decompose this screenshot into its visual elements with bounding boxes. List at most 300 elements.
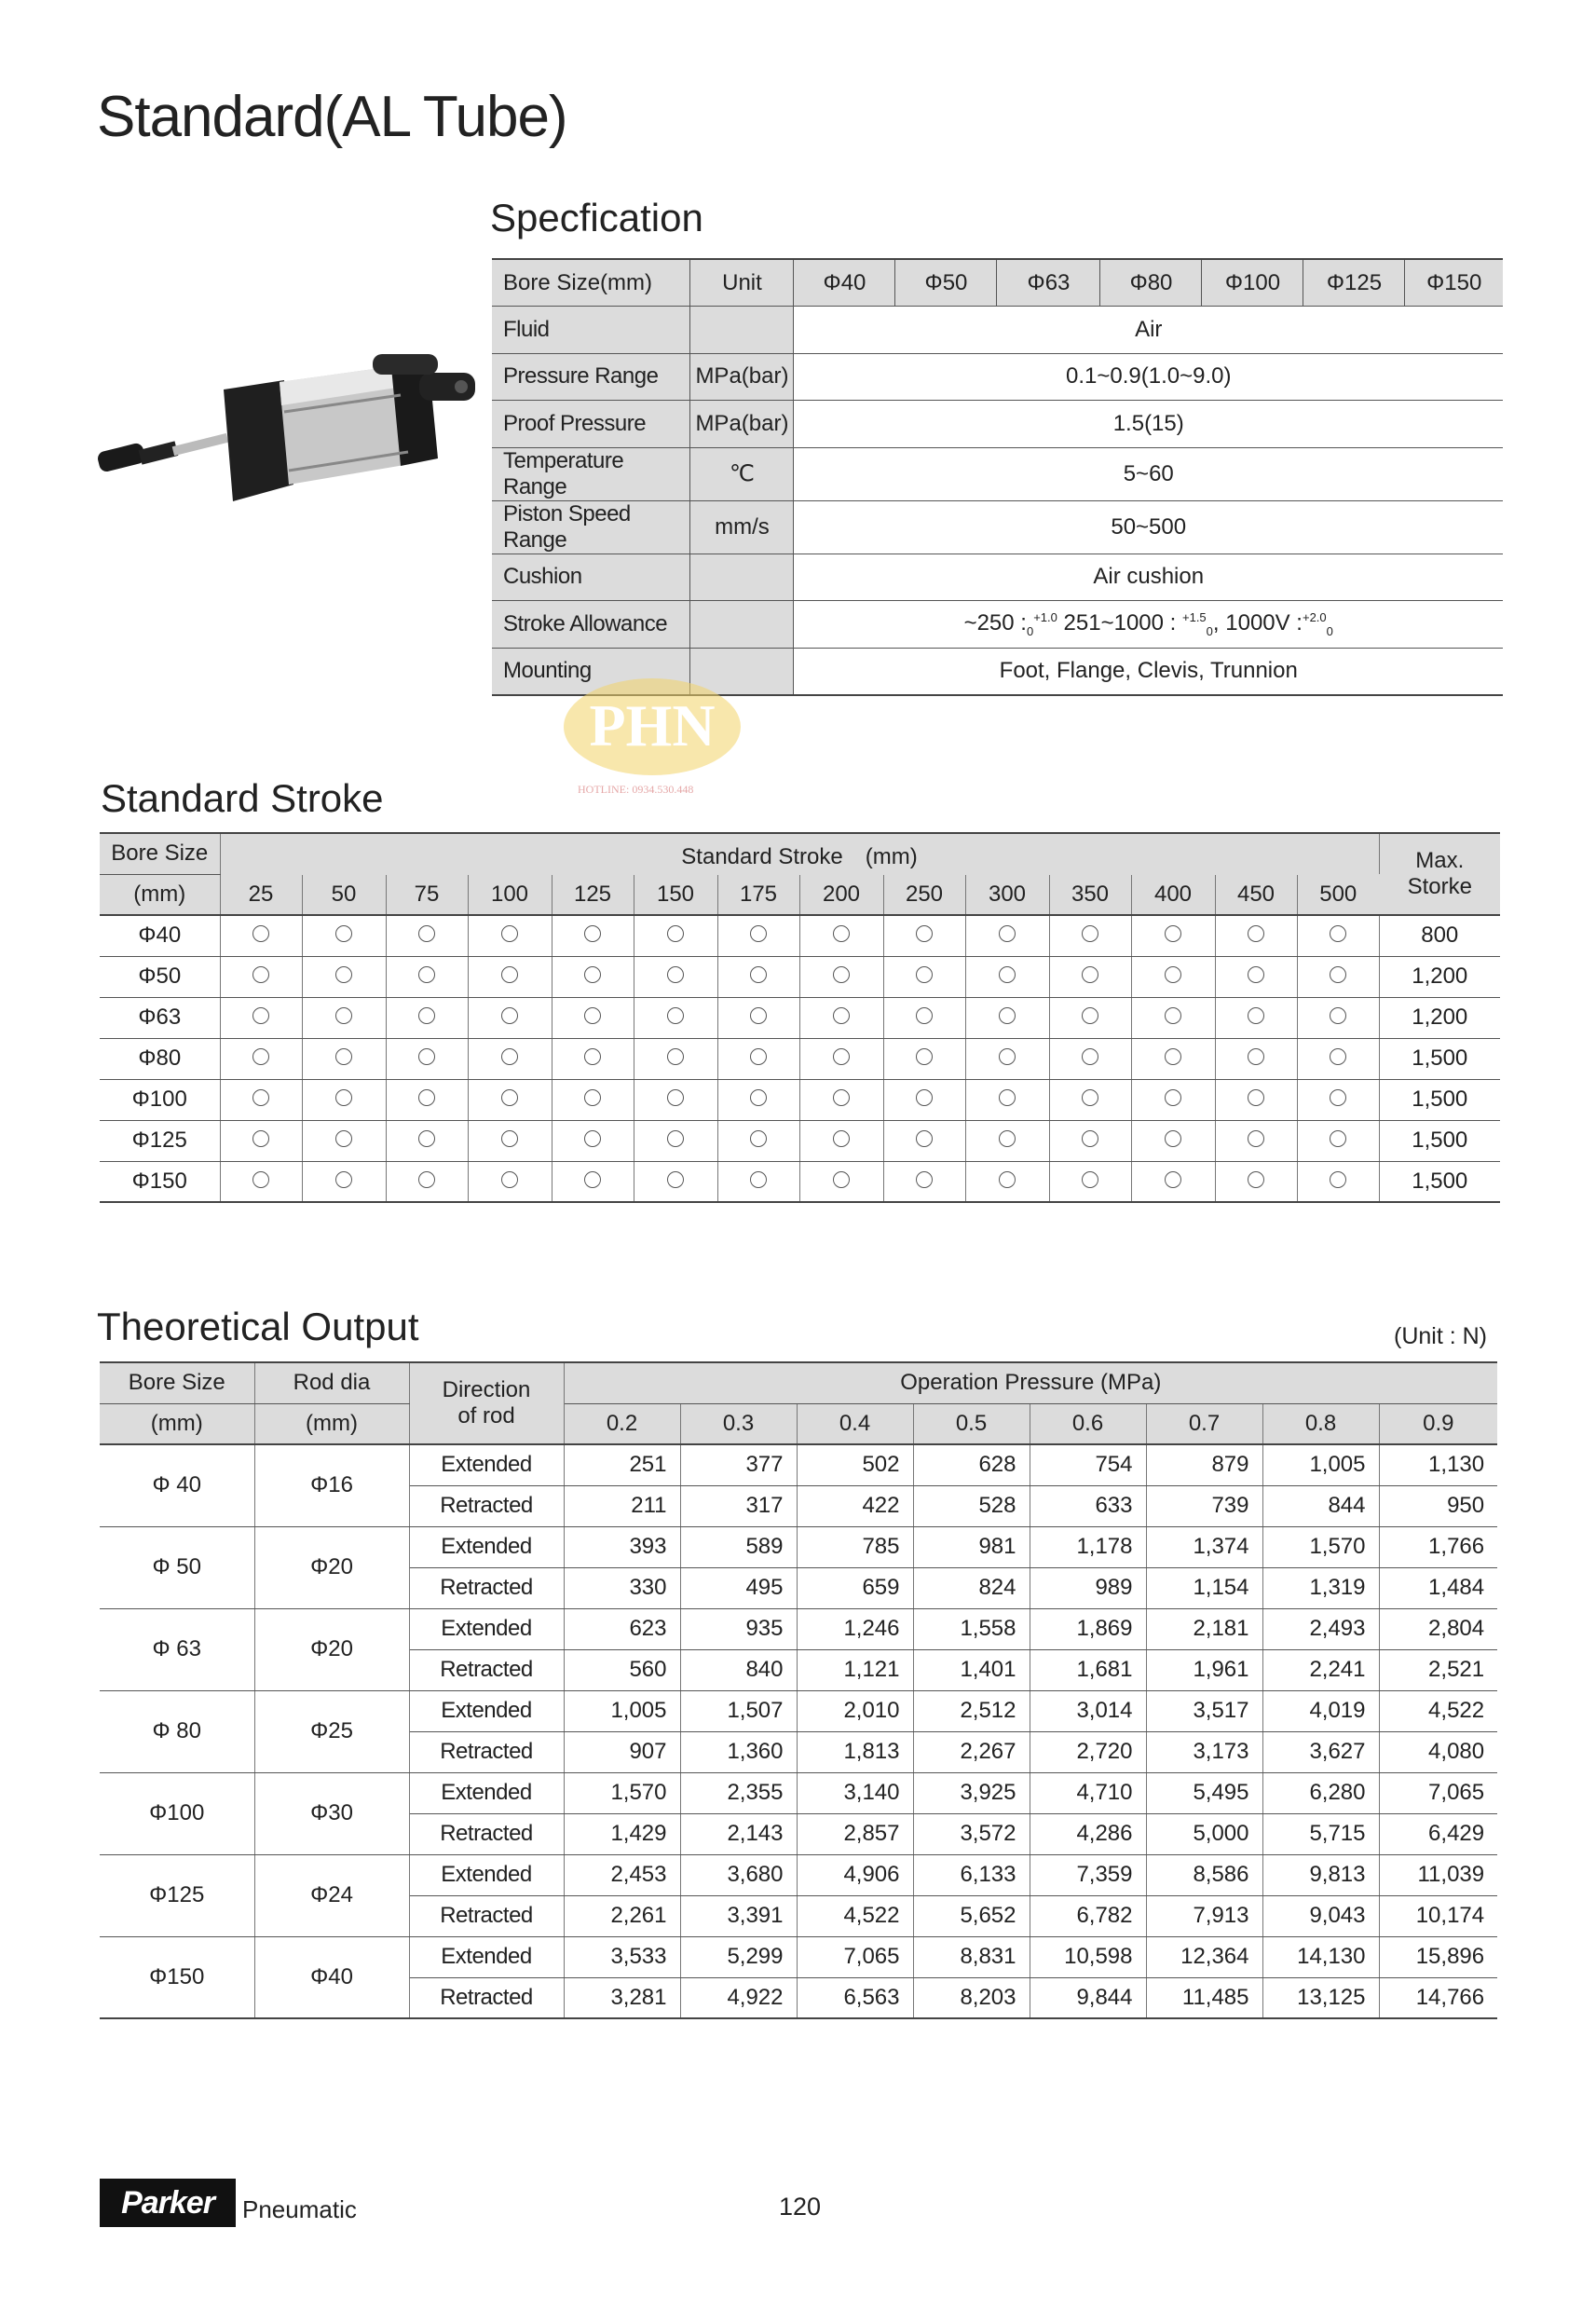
output-row-extended	[100, 1444, 1497, 1485]
pressure-header: 0.5	[913, 1403, 1030, 1444]
spec-value: Air	[794, 307, 1503, 354]
available-circle-icon	[584, 1048, 601, 1065]
stroke-availability-cell	[302, 997, 386, 1038]
force-value-cell: 7,065	[797, 1936, 913, 1977]
stroke-availability-cell	[302, 1079, 386, 1120]
force-value-cell: 1,154	[1146, 1567, 1262, 1608]
stroke-availability-cell	[386, 1079, 468, 1120]
force-value-cell: 6,563	[797, 1977, 913, 2018]
rod-unit-header: (mm)	[254, 1403, 409, 1444]
stroke-length-header: 200	[799, 874, 883, 915]
stroke-availability-cell	[220, 1120, 302, 1161]
stroke-availability-cell	[220, 915, 302, 956]
available-circle-icon	[667, 1089, 684, 1106]
direction-header	[409, 1362, 564, 1444]
available-circle-icon	[252, 1048, 269, 1065]
stroke-availability-cell	[1215, 1038, 1297, 1079]
unit-note: (Unit : N)	[1394, 1323, 1487, 1349]
stroke-availability-cell	[552, 1120, 634, 1161]
stroke-availability-cell	[1131, 1161, 1215, 1202]
stroke-availability-cell	[883, 1079, 965, 1120]
stroke-availability-cell	[717, 1038, 799, 1079]
stroke-length-header: 450	[1215, 874, 1297, 915]
force-value-cell: 1,869	[1030, 1608, 1146, 1649]
spec-value: Air cushion	[794, 554, 1503, 601]
force-value-cell: 4,080	[1379, 1731, 1497, 1772]
output-row-extended	[100, 1936, 1497, 1977]
stroke-availability-cell	[468, 997, 552, 1038]
force-value-cell: 4,522	[1379, 1690, 1497, 1731]
stroke-availability-cell	[883, 1038, 965, 1079]
svg-text:PHN: PHN	[589, 692, 716, 759]
spec-row	[492, 601, 1503, 649]
force-value-cell: 4,019	[1262, 1690, 1379, 1731]
pressure-header: 0.9	[1379, 1403, 1497, 1444]
bore-size-cell: Φ125	[100, 1120, 220, 1161]
allowance-sub: 0	[1326, 623, 1333, 638]
spec-header-cell: Φ100	[1202, 259, 1303, 307]
force-value-cell: 317	[680, 1485, 797, 1526]
spec-row	[492, 353, 1503, 401]
available-circle-icon	[1248, 966, 1264, 983]
max-stroke-cell: 800	[1379, 915, 1500, 956]
stroke-availability-cell	[386, 1038, 468, 1079]
stroke-availability-cell	[717, 915, 799, 956]
available-circle-icon	[750, 1007, 767, 1024]
direction-cell: Retracted	[409, 1813, 564, 1854]
spec-row	[492, 500, 1503, 554]
stroke-availability-cell	[552, 1161, 634, 1202]
stroke-availability-cell	[1215, 1079, 1297, 1120]
force-value-cell: 3,517	[1146, 1690, 1262, 1731]
stroke-availability-cell	[1049, 1120, 1131, 1161]
force-value-cell: 1,429	[564, 1813, 680, 1854]
available-circle-icon	[335, 1089, 352, 1106]
bore-size-header: Bore Size	[100, 833, 220, 874]
force-value-cell: 3,925	[913, 1772, 1030, 1813]
allowance-text: ~250 :	[963, 609, 1027, 636]
force-value-cell: 1,246	[797, 1608, 913, 1649]
available-circle-icon	[916, 1048, 933, 1065]
stroke-availability-cell	[799, 1161, 883, 1202]
available-circle-icon	[999, 925, 1016, 942]
stroke-availability-cell	[1297, 915, 1379, 956]
force-value-cell: 981	[913, 1526, 1030, 1567]
stroke-length-header: 300	[965, 874, 1049, 915]
available-circle-icon	[1330, 1048, 1346, 1065]
spec-header-cell: Φ63	[997, 259, 1100, 307]
available-circle-icon	[667, 1048, 684, 1065]
available-circle-icon	[1082, 1048, 1098, 1065]
force-value-cell: 9,043	[1262, 1895, 1379, 1936]
stroke-availability-cell	[1215, 1161, 1297, 1202]
force-value-cell: 2,521	[1379, 1649, 1497, 1690]
available-circle-icon	[916, 1130, 933, 1147]
force-value-cell: 8,831	[913, 1936, 1030, 1977]
bore-size-cell: Φ125	[100, 1854, 254, 1936]
force-value-cell: 2,267	[913, 1731, 1030, 1772]
stroke-availability-cell	[1297, 956, 1379, 997]
force-value-cell: 7,065	[1379, 1772, 1497, 1813]
force-value-cell: 2,241	[1262, 1649, 1379, 1690]
available-circle-icon	[252, 1130, 269, 1147]
watermark-logo	[559, 671, 745, 801]
available-circle-icon	[584, 1171, 601, 1188]
available-circle-icon	[999, 1171, 1016, 1188]
force-value-cell: 1,570	[564, 1772, 680, 1813]
stroke-table	[100, 832, 1500, 1203]
available-circle-icon	[667, 1007, 684, 1024]
force-value-cell: 2,512	[913, 1690, 1030, 1731]
stroke-availability-cell	[634, 1161, 717, 1202]
available-circle-icon	[418, 1171, 435, 1188]
stroke-availability-cell	[965, 1120, 1049, 1161]
force-value-cell: 1,374	[1146, 1526, 1262, 1567]
force-value-cell: 3,680	[680, 1854, 797, 1895]
max-stroke-header	[1379, 833, 1500, 915]
stroke-availability-cell	[799, 1120, 883, 1161]
stroke-availability-cell	[717, 956, 799, 997]
stroke-availability-cell	[799, 1038, 883, 1079]
available-circle-icon	[501, 1048, 518, 1065]
stroke-availability-cell	[1049, 1038, 1131, 1079]
direction-cell: Extended	[409, 1854, 564, 1895]
pressure-header: 0.3	[680, 1403, 797, 1444]
force-value-cell: 1,360	[680, 1731, 797, 1772]
stroke-availability-cell	[1131, 1079, 1215, 1120]
spec-label: Fluid	[492, 307, 690, 354]
force-value-cell: 935	[680, 1608, 797, 1649]
available-circle-icon	[1330, 966, 1346, 983]
stroke-availability-cell	[302, 1038, 386, 1079]
stroke-row	[100, 1161, 1500, 1202]
spec-section-title: Specfication	[490, 196, 703, 239]
available-circle-icon	[999, 966, 1016, 983]
rod-dia-cell: Φ16	[254, 1444, 409, 1526]
available-circle-icon	[750, 1171, 767, 1188]
spec-value: 50~500	[794, 500, 1503, 554]
force-value-cell: 785	[797, 1526, 913, 1567]
force-value-cell: 4,906	[797, 1854, 913, 1895]
force-value-cell: 1,401	[913, 1649, 1030, 1690]
force-value-cell: 14,766	[1379, 1977, 1497, 2018]
stroke-availability-cell	[220, 1038, 302, 1079]
page-title: Standard(AL Tube)	[97, 85, 567, 149]
force-value-cell: 6,133	[913, 1854, 1030, 1895]
direction-cell: Extended	[409, 1772, 564, 1813]
bore-size-cell: Φ 50	[100, 1526, 254, 1608]
force-value-cell: 3,140	[797, 1772, 913, 1813]
force-value-cell: 844	[1262, 1485, 1379, 1526]
max-label: Max.	[1415, 848, 1465, 873]
stroke-availability-cell	[965, 1161, 1049, 1202]
spec-unit	[690, 307, 794, 354]
force-value-cell: 5,299	[680, 1936, 797, 1977]
force-value-cell: 907	[564, 1731, 680, 1772]
available-circle-icon	[916, 1089, 933, 1106]
stroke-availability-cell	[468, 1161, 552, 1202]
stroke-availability-cell	[799, 997, 883, 1038]
bore-size-cell: Φ 63	[100, 1608, 254, 1690]
stroke-availability-cell	[634, 1079, 717, 1120]
force-value-cell: 495	[680, 1567, 797, 1608]
spec-value: 0.1~0.9(1.0~9.0)	[794, 353, 1503, 401]
allowance-sub: 0	[1026, 623, 1034, 638]
available-circle-icon	[252, 966, 269, 983]
force-value-cell: 633	[1030, 1485, 1146, 1526]
stroke-availability-cell	[717, 1079, 799, 1120]
available-circle-icon	[335, 1048, 352, 1065]
force-value-cell: 528	[913, 1485, 1030, 1526]
force-value-cell: 1,570	[1262, 1526, 1379, 1567]
stroke-row	[100, 1079, 1500, 1120]
bore-size-cell: Φ150	[100, 1161, 220, 1202]
watermark-icon	[559, 671, 745, 801]
spec-label: Cushion	[492, 554, 690, 601]
stroke-row	[100, 915, 1500, 956]
operation-pressure-header: Operation Pressure (MPa)	[564, 1362, 1497, 1403]
stroke-availability-cell	[634, 915, 717, 956]
stroke-availability-cell	[1049, 956, 1131, 997]
rod-dia-header: Rod dia	[254, 1362, 409, 1403]
available-circle-icon	[1248, 1007, 1264, 1024]
allowance-text: 251~1000 :	[1057, 609, 1182, 636]
dir-label: Direction	[442, 1377, 531, 1402]
available-circle-icon	[1248, 1089, 1264, 1106]
force-value-cell: 12,364	[1146, 1936, 1262, 1977]
bore-size-cell: Φ100	[100, 1772, 254, 1854]
output-header-row	[100, 1403, 1497, 1444]
force-value-cell: 9,813	[1262, 1854, 1379, 1895]
force-value-cell: 1,005	[1262, 1444, 1379, 1485]
available-circle-icon	[833, 1130, 850, 1147]
stroke-availability-cell	[965, 956, 1049, 997]
available-circle-icon	[501, 966, 518, 983]
stroke-length-header: 175	[717, 874, 799, 915]
stroke-row	[100, 1038, 1500, 1079]
stroke-availability-cell	[799, 915, 883, 956]
force-value-cell: 11,485	[1146, 1977, 1262, 2018]
available-circle-icon	[750, 1089, 767, 1106]
stroke-availability-cell	[634, 956, 717, 997]
stroke-availability-cell	[552, 997, 634, 1038]
stroke-availability-cell	[1049, 1079, 1131, 1120]
bore-size-cell: Φ40	[100, 915, 220, 956]
available-circle-icon	[1330, 1171, 1346, 1188]
available-circle-icon	[999, 1048, 1016, 1065]
force-value-cell: 2,010	[797, 1690, 913, 1731]
stroke-availability-cell	[302, 1120, 386, 1161]
stroke-availability-cell	[220, 1161, 302, 1202]
stroke-availability-cell	[965, 1038, 1049, 1079]
spec-header-cell: Unit	[690, 259, 794, 307]
force-value-cell: 2,804	[1379, 1608, 1497, 1649]
available-circle-icon	[335, 1171, 352, 1188]
force-value-cell: 330	[564, 1567, 680, 1608]
stroke-availability-cell	[1215, 997, 1297, 1038]
available-circle-icon	[252, 1007, 269, 1024]
direction-cell: Extended	[409, 1526, 564, 1567]
force-value-cell: 15,896	[1379, 1936, 1497, 1977]
stroke-availability-cell	[1131, 1038, 1215, 1079]
force-value-cell: 1,005	[564, 1690, 680, 1731]
stroke-section-title: Standard Stroke	[101, 776, 384, 820]
stroke-length-header: 350	[1049, 874, 1131, 915]
force-value-cell: 2,493	[1262, 1608, 1379, 1649]
available-circle-icon	[501, 1089, 518, 1106]
stroke-row	[100, 1120, 1500, 1161]
rod-dia-cell: Φ40	[254, 1936, 409, 2018]
available-circle-icon	[1082, 925, 1098, 942]
pressure-header: 0.2	[564, 1403, 680, 1444]
spec-header-cell: Φ40	[794, 259, 895, 307]
stroke-row	[100, 956, 1500, 997]
stroke-length-header: 125	[552, 874, 634, 915]
available-circle-icon	[999, 1130, 1016, 1147]
stroke-availability-cell	[799, 1079, 883, 1120]
spec-unit: mm/s	[690, 500, 794, 554]
force-value-cell: 5,652	[913, 1895, 1030, 1936]
allowance-sub: 0	[1206, 623, 1213, 638]
available-circle-icon	[1330, 1130, 1346, 1147]
available-circle-icon	[1248, 1048, 1264, 1065]
dir-label: of rod	[457, 1403, 515, 1428]
spec-value: 5~60	[794, 447, 1503, 500]
max-stroke-cell: 1,200	[1379, 997, 1500, 1038]
available-circle-icon	[335, 1130, 352, 1147]
force-value-cell: 2,857	[797, 1813, 913, 1854]
force-value-cell: 879	[1146, 1444, 1262, 1485]
force-value-cell: 1,813	[797, 1731, 913, 1772]
force-value-cell: 3,391	[680, 1895, 797, 1936]
available-circle-icon	[1165, 1089, 1181, 1106]
spec-value: Foot, Flange, Clevis, Trunnion	[794, 648, 1503, 695]
stroke-length-header: 75	[386, 874, 468, 915]
available-circle-icon	[1330, 925, 1346, 942]
available-circle-icon	[833, 925, 850, 942]
bore-size-cell: Φ80	[100, 1038, 220, 1079]
stroke-availability-cell	[1131, 1120, 1215, 1161]
force-value-cell: 659	[797, 1567, 913, 1608]
spec-header-cell: Φ80	[1100, 259, 1202, 307]
available-circle-icon	[252, 1089, 269, 1106]
stroke-availability-cell	[220, 956, 302, 997]
stroke-availability-cell	[1297, 1038, 1379, 1079]
available-circle-icon	[999, 1089, 1016, 1106]
available-circle-icon	[584, 1130, 601, 1147]
available-circle-icon	[667, 925, 684, 942]
force-value-cell: 840	[680, 1649, 797, 1690]
max-stroke-cell: 1,500	[1379, 1038, 1500, 1079]
force-value-cell: 589	[680, 1526, 797, 1567]
stroke-allowance-value	[794, 601, 1503, 649]
force-value-cell: 739	[1146, 1485, 1262, 1526]
pressure-header: 0.8	[1262, 1403, 1379, 1444]
stroke-availability-cell	[799, 956, 883, 997]
stroke-availability-cell	[1131, 997, 1215, 1038]
direction-cell: Extended	[409, 1608, 564, 1649]
spec-value: 1.5(15)	[794, 401, 1503, 448]
stroke-length-header: 250	[883, 874, 965, 915]
available-circle-icon	[501, 925, 518, 942]
spec-table	[492, 258, 1503, 696]
stroke-availability-cell	[302, 956, 386, 997]
force-value-cell: 7,913	[1146, 1895, 1262, 1936]
available-circle-icon	[833, 966, 850, 983]
stroke-availability-cell	[883, 956, 965, 997]
force-value-cell: 8,203	[913, 1977, 1030, 2018]
available-circle-icon	[833, 1171, 850, 1188]
force-value-cell: 377	[680, 1444, 797, 1485]
spec-label: Temperature Range	[492, 447, 690, 500]
spec-label: Mounting	[492, 648, 690, 695]
stroke-availability-cell	[386, 915, 468, 956]
force-value-cell: 824	[913, 1567, 1030, 1608]
stroke-header-row	[100, 833, 1500, 874]
spec-label: Proof Pressure	[492, 401, 690, 448]
force-value-cell: 393	[564, 1526, 680, 1567]
stroke-length-header: 400	[1131, 874, 1215, 915]
direction-cell: Retracted	[409, 1977, 564, 2018]
stroke-availability-cell	[468, 1038, 552, 1079]
force-value-cell: 1,766	[1379, 1526, 1497, 1567]
force-value-cell: 10,174	[1379, 1895, 1497, 1936]
force-value-cell: 950	[1379, 1485, 1497, 1526]
stroke-availability-cell	[965, 915, 1049, 956]
force-value-cell: 7,359	[1030, 1854, 1146, 1895]
available-circle-icon	[667, 966, 684, 983]
available-circle-icon	[1082, 1130, 1098, 1147]
pressure-header: 0.7	[1146, 1403, 1262, 1444]
force-value-cell: 6,429	[1379, 1813, 1497, 1854]
force-value-cell: 14,130	[1262, 1936, 1379, 1977]
stroke-availability-cell	[634, 1038, 717, 1079]
force-value-cell: 4,522	[797, 1895, 913, 1936]
pressure-header: 0.6	[1030, 1403, 1146, 1444]
spec-label: Piston Speed Range	[492, 500, 690, 554]
stroke-availability-cell	[1049, 1161, 1131, 1202]
force-value-cell: 754	[1030, 1444, 1146, 1485]
available-circle-icon	[750, 1130, 767, 1147]
direction-cell: Retracted	[409, 1895, 564, 1936]
force-value-cell: 623	[564, 1608, 680, 1649]
direction-cell: Extended	[409, 1690, 564, 1731]
output-row-extended	[100, 1690, 1497, 1731]
available-circle-icon	[1248, 925, 1264, 942]
available-circle-icon	[418, 925, 435, 942]
stroke-availability-cell	[883, 997, 965, 1038]
available-circle-icon	[335, 966, 352, 983]
force-value-cell: 11,039	[1379, 1854, 1497, 1895]
stroke-header-row	[100, 874, 1500, 915]
stroke-availability-cell	[717, 1120, 799, 1161]
max-stroke-cell: 1,500	[1379, 1161, 1500, 1202]
available-circle-icon	[667, 1171, 684, 1188]
stroke-availability-cell	[468, 915, 552, 956]
stroke-availability-cell	[468, 1120, 552, 1161]
spec-unit: MPa(bar)	[690, 353, 794, 401]
force-value-cell: 1,681	[1030, 1649, 1146, 1690]
stroke-availability-cell	[1049, 997, 1131, 1038]
max-label: Storke	[1407, 874, 1472, 899]
available-circle-icon	[1082, 1007, 1098, 1024]
available-circle-icon	[833, 1089, 850, 1106]
force-value-cell: 6,280	[1262, 1772, 1379, 1813]
force-value-cell: 5,495	[1146, 1772, 1262, 1813]
force-value-cell: 5,715	[1262, 1813, 1379, 1854]
bore-size-cell: Φ 40	[100, 1444, 254, 1526]
stroke-availability-cell	[965, 997, 1049, 1038]
